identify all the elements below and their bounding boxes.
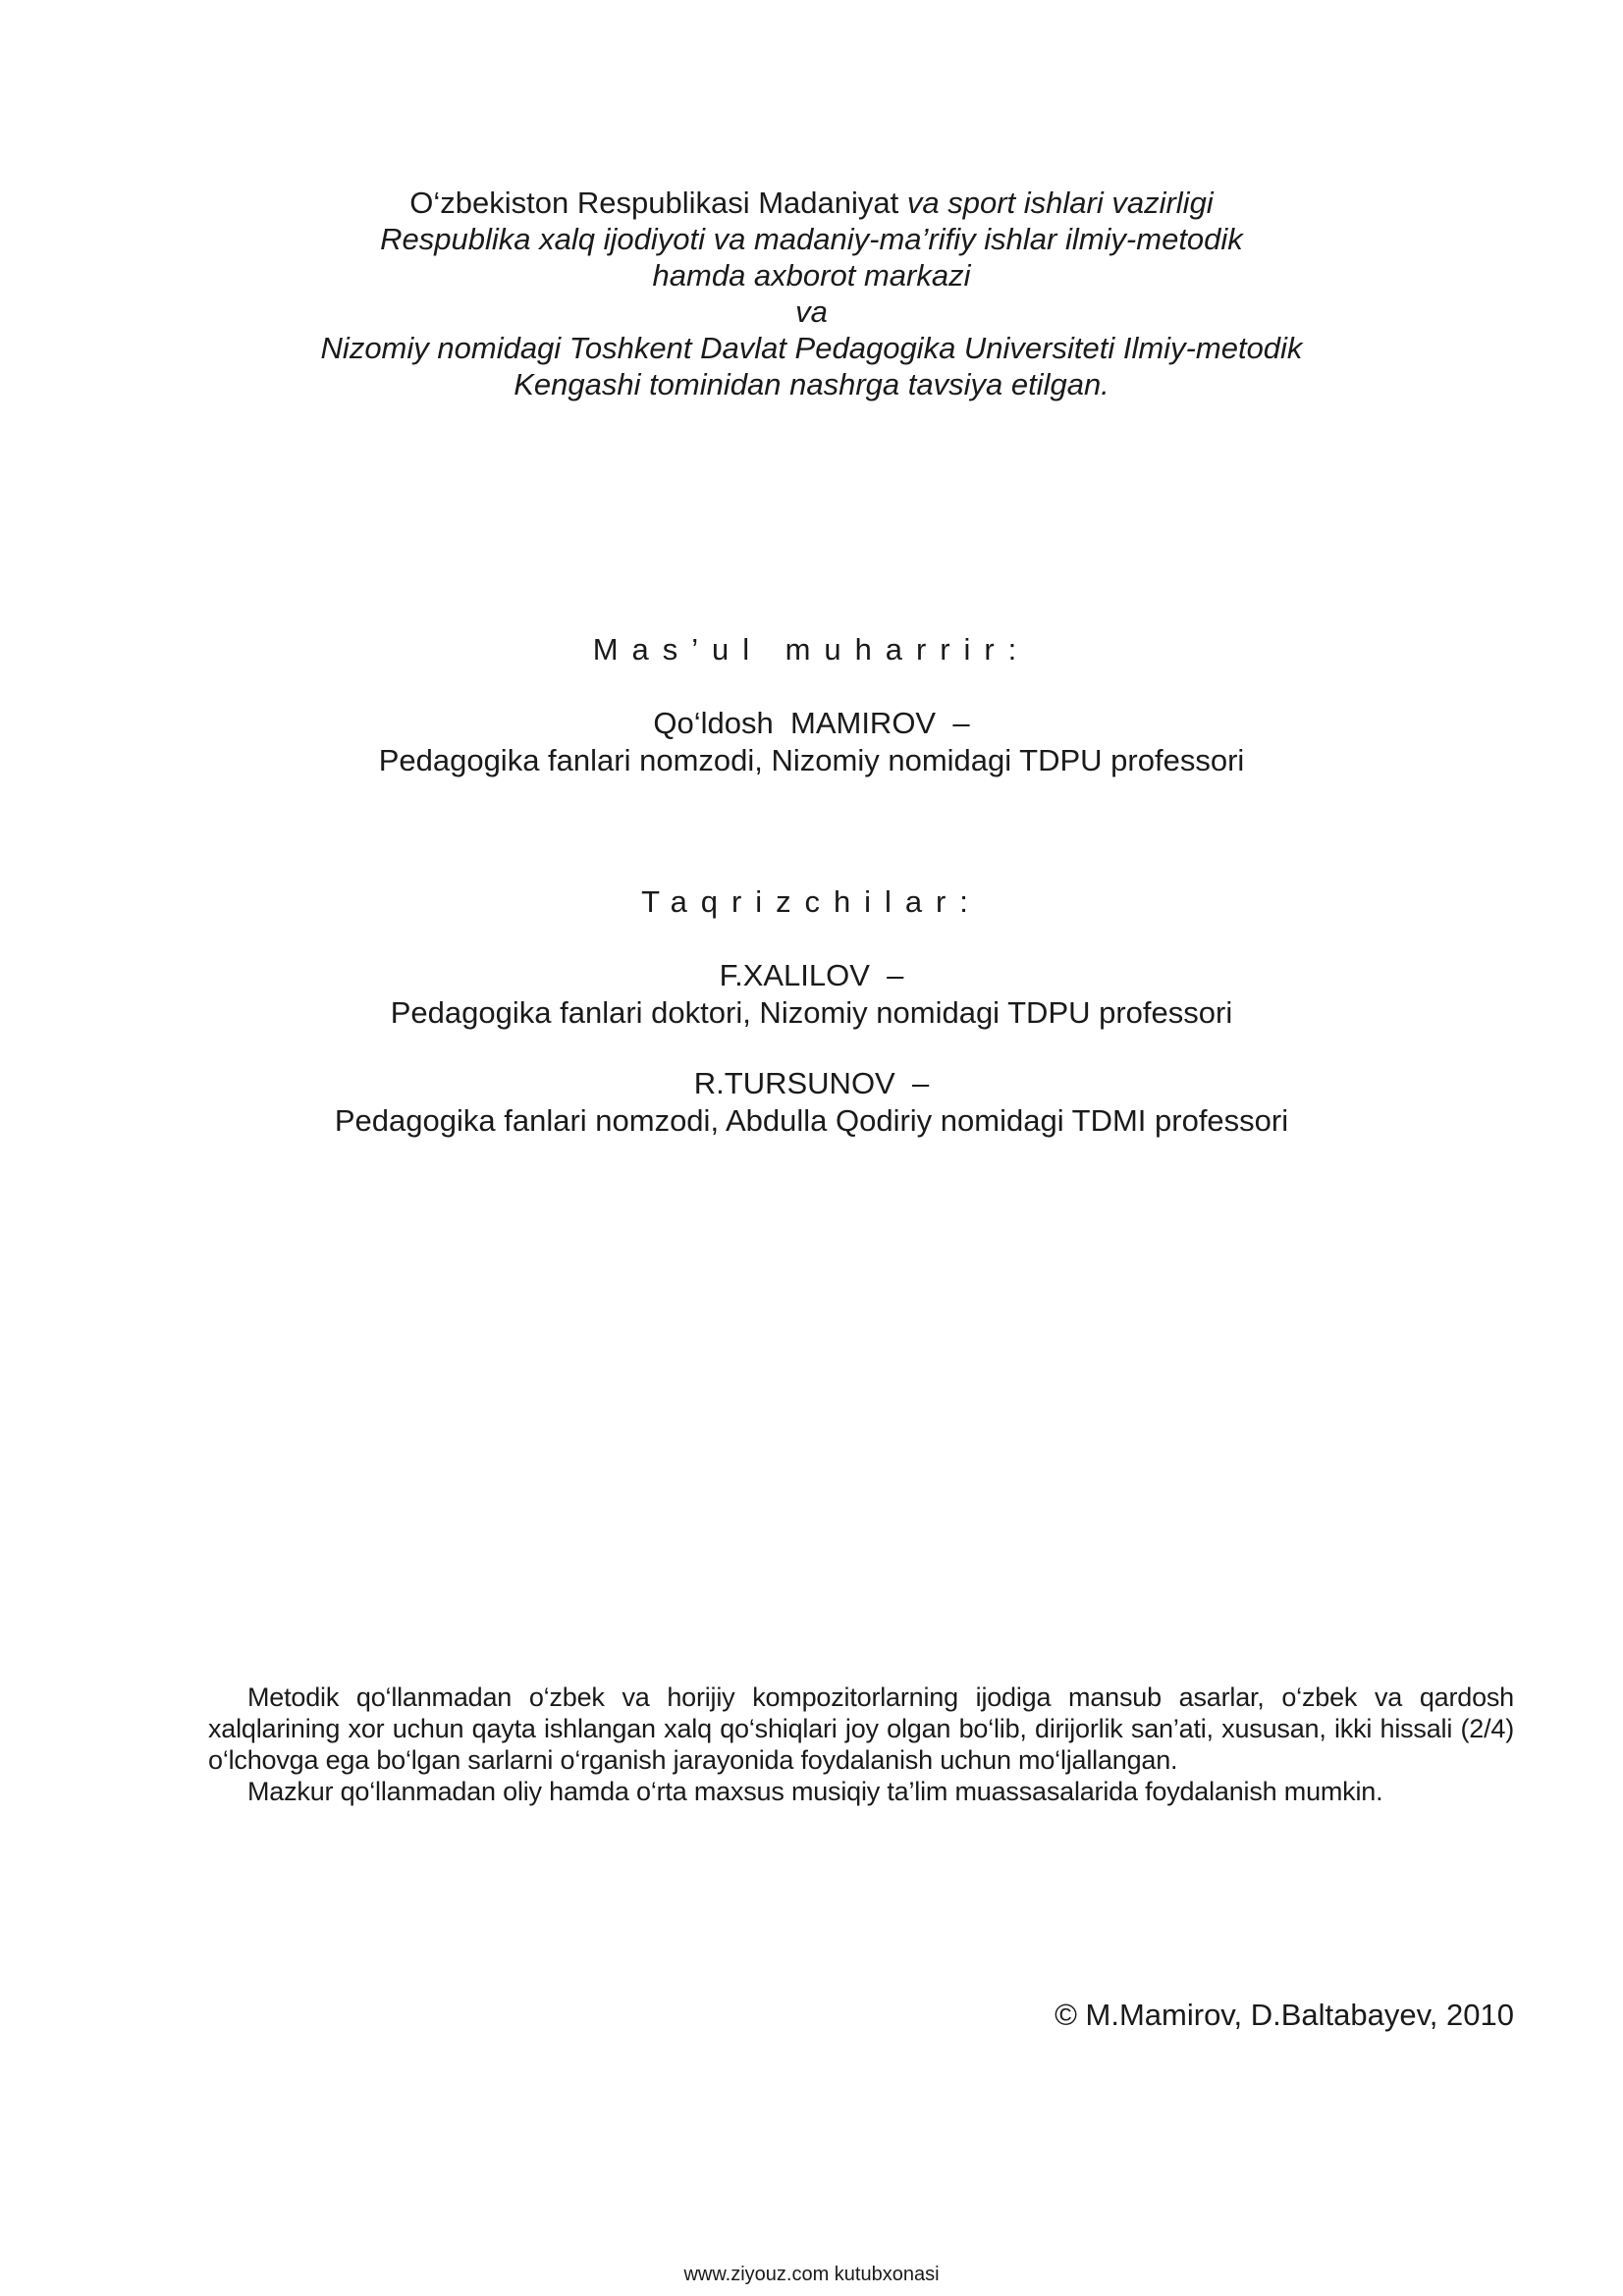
reviewers-heading-text: Taqrizchilar:: [641, 884, 982, 919]
approval-line-3: hamda axborot markazi: [652, 258, 971, 293]
editor-description-text: Pedagogika fanlari nomzodi, Nizomiy nomidagi TDPU professori: [378, 743, 1245, 777]
reviewer-2-name: R.TURSUNOV –: [693, 1066, 930, 1100]
approval-statement: [0, 185, 1623, 402]
footer-source: www.ziyouz.com kutubxonasi: [683, 2264, 940, 2285]
reviewer-1-name: F.XALILOV –: [719, 958, 904, 992]
reviewer-1-description: Pedagogika fanlari doktori, Nizomiy nomidagi TDPU professori: [390, 995, 1233, 1030]
editor-name: [0, 705, 1623, 741]
approval-line-5: Nizomiy nomidagi Toshkent Davlat Pedagogika Universiteti Ilmiy-metodik: [320, 331, 1303, 365]
editor-description: [0, 742, 1623, 778]
ministry-name-italic: va sport ishlari vazirligi: [906, 186, 1214, 220]
reviewer-description: [0, 1102, 1623, 1139]
annotation-paragraph-1: Metodik qo‘llanmadan o‘zbek va horijiy kompozitorlarning ijodiga mansub asarlar, o‘zbek va qardosh xalqlarining xor uchun qayta ishlangan xalq qo‘shiqlari joy olgan bo‘lib, dirijorlik san’ati, xususan, ikki hissali (2/4) o‘lchovga ega bo‘lgan sarlarni o‘rganish jarayonida foydalanish uchun mo‘ljallangan.: [208, 1682, 1514, 1775]
reviewer-description: [0, 994, 1623, 1031]
ministry-name: O‘zbekiston Respublikasi Madaniyat: [409, 186, 907, 220]
reviewers-heading: [0, 883, 1623, 920]
approval-line-2: Respublika xalq ijodiyoti va madaniy-ma’rifiy ishlar ilmiy-metodik: [380, 222, 1243, 256]
reviewer-name: [0, 957, 1623, 993]
reviewer-2-description: Pedagogika fanlari nomzodi, Abdulla Qodiriy nomidagi TDMI professori: [334, 1103, 1289, 1138]
approval-line-6: Kengashi tominidan nashrga tavsiya etilgan.: [514, 367, 1109, 401]
reviewer-name: [0, 1065, 1623, 1101]
copyright-notice: © M.Mamirov, D.Baltabayev, 2010: [1055, 1998, 1514, 2032]
annotation: [208, 1682, 1514, 1807]
editor-name-text: Qo‘ldosh MAMIROV –: [653, 706, 970, 740]
editor-heading-text: Mas’ul muharrir:: [592, 632, 1031, 667]
editor-heading: [0, 631, 1623, 667]
approval-line-4: va: [795, 294, 828, 329]
annotation-paragraph-2: Mazkur qo‘llanmadan oliy hamda o‘rta maxsus musiqiy ta’lim muassasalarida foydalanish mumkin.: [247, 1777, 1383, 1806]
approval-line-1: [0, 185, 1623, 221]
